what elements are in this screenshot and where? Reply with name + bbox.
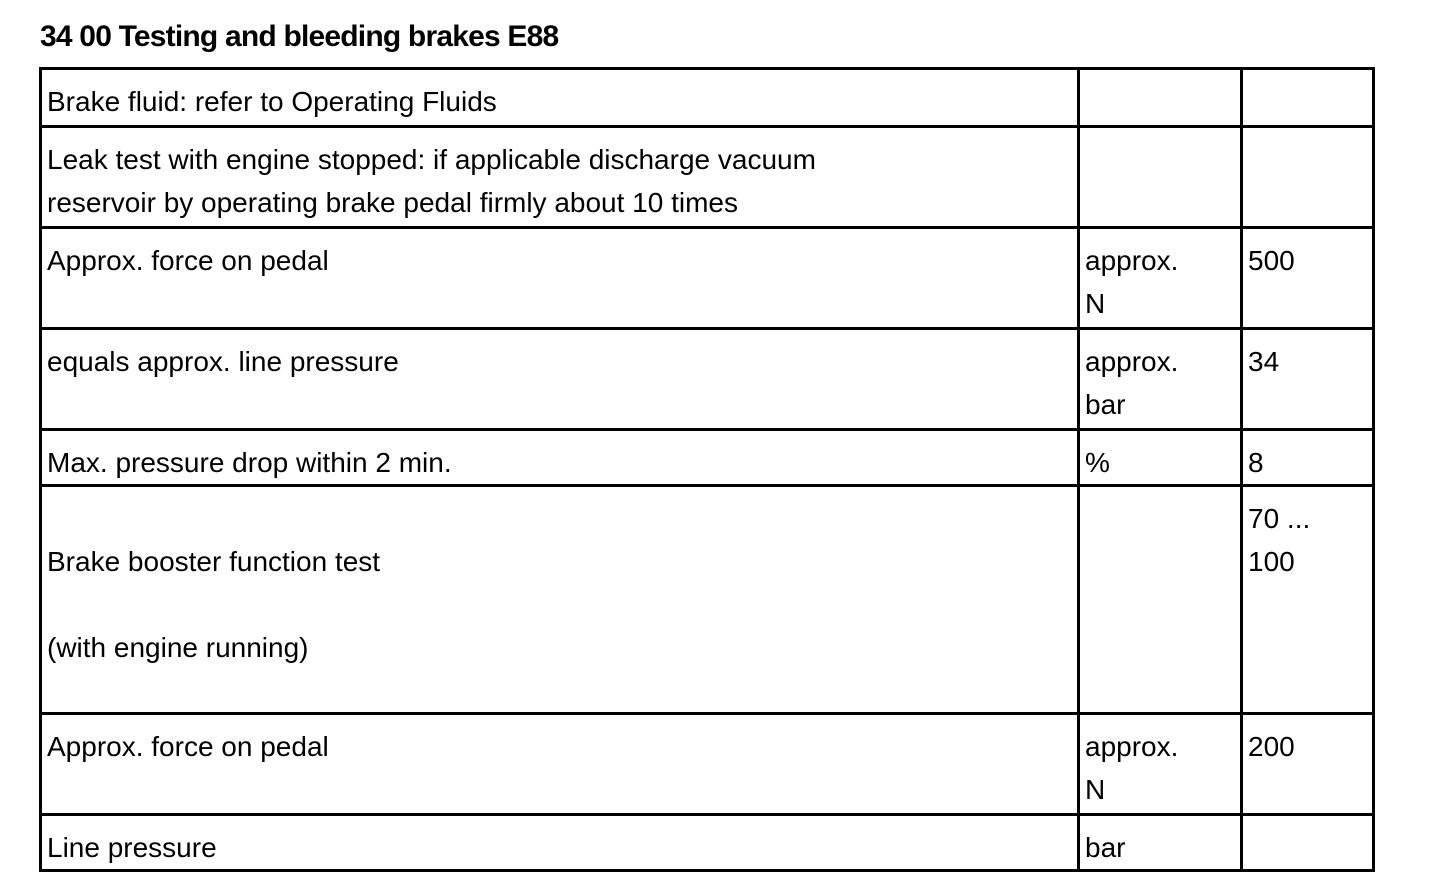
row-description: Approx. force on pedal (41, 228, 1079, 329)
table-row (41, 127, 1374, 228)
row-value: 8 (1242, 430, 1374, 486)
row-unit: % (1079, 430, 1242, 486)
row-value (1242, 127, 1374, 228)
row-unit (1079, 69, 1242, 127)
table-row (41, 329, 1374, 430)
row-unit: approx. N (1079, 228, 1242, 329)
row-unit: bar (1079, 815, 1242, 871)
row-value: 500 (1242, 228, 1374, 329)
row-description: Max. pressure drop within 2 min. (41, 430, 1079, 486)
table-row (41, 815, 1374, 871)
row-description: Brake fluid: refer to Operating Fluids (41, 69, 1079, 127)
row-value (1242, 69, 1374, 127)
row-description-line: Brake booster function test (47, 546, 381, 577)
table-row (41, 430, 1374, 486)
table-row (41, 714, 1374, 815)
table-row (41, 69, 1374, 127)
row-unit (1079, 486, 1242, 714)
row-unit: approx. N (1079, 714, 1242, 815)
document-title: 34 00 Testing and bleeding brakes E88 (40, 20, 559, 53)
row-description (41, 486, 1079, 714)
table-row (41, 486, 1374, 714)
row-description: equals approx. line pressure (41, 329, 1079, 430)
row-unit (1079, 127, 1242, 228)
brake-spec-table (39, 67, 1375, 872)
row-description: Leak test with engine stopped: if applicable discharge vacuum reservoir by operating brake pedal firmly about 10 times (41, 127, 1079, 228)
row-value: 200 (1242, 714, 1374, 815)
row-unit: approx. bar (1079, 329, 1242, 430)
row-description-line: (with engine running) (47, 632, 309, 663)
row-value: 70 ... 100 (1242, 486, 1374, 714)
row-description: Line pressure (41, 815, 1079, 871)
row-value: 34 (1242, 329, 1374, 430)
row-value (1242, 815, 1374, 871)
row-description: Approx. force on pedal (41, 714, 1079, 815)
table-row (41, 228, 1374, 329)
